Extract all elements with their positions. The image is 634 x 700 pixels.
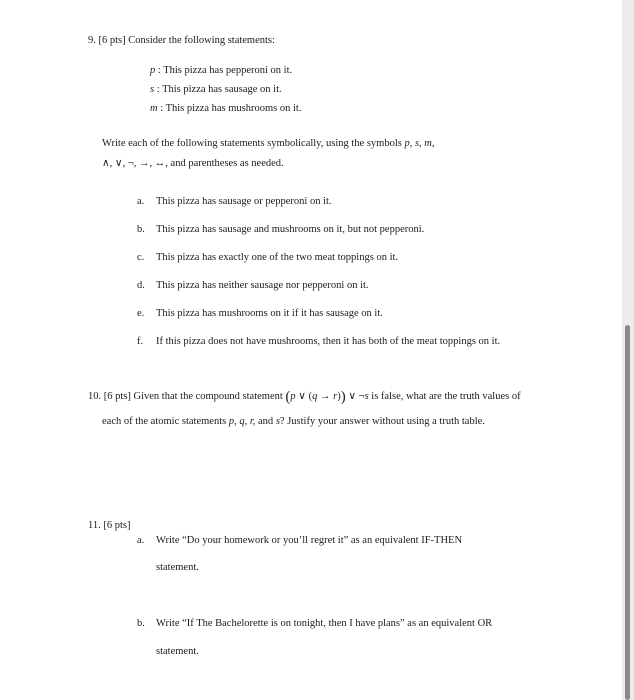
q9-item-a-text: This pizza has sausage or pepperoni on it. — [156, 196, 332, 207]
formula-s: s — [364, 391, 369, 402]
q9-header: 9. [6 pts] Consider the following statements: — [88, 35, 275, 46]
formula-q: q — [312, 391, 318, 402]
q10-line2-start: each of the atomic statements — [102, 416, 229, 427]
formula-r: r — [333, 391, 338, 402]
q9-def-p — [150, 64, 292, 77]
formula-arrow: → — [317, 391, 334, 402]
q11-header: 11. [6 pts] — [88, 520, 131, 531]
var-m: m — [150, 103, 158, 114]
inner-paren-open: ( — [308, 391, 313, 402]
q10-line2 — [102, 415, 485, 428]
formula-or-not: ∨ ¬ — [345, 391, 365, 402]
q10-line2-end: ? Justify your answer without using a truth table. — [279, 416, 485, 427]
q11-b-label: b. — [137, 618, 145, 629]
def-p-text: : This pizza has pepperoni on it. — [155, 65, 293, 76]
var-p: p — [150, 65, 156, 76]
paren-open: ( — [285, 389, 291, 405]
q9-item-b-text: This pizza has sausage and mushrooms on it, but not pepperoni. — [156, 224, 425, 235]
q9-item-e-text: This pizza has mushrooms on it if it has sausage on it. — [156, 308, 383, 319]
var-s: s — [150, 84, 155, 95]
q11-b-cont: statement. — [156, 646, 199, 657]
q10-intro: 10. [6 pts] Given that the compound statement — [88, 391, 286, 402]
scrollbar-thumb[interactable] — [625, 325, 630, 700]
inner-paren-close: ) — [337, 391, 341, 402]
q9-def-s — [150, 83, 282, 96]
q9-instruction-line1 — [102, 137, 435, 150]
q10-vars: p, q, r, — [228, 416, 256, 427]
q10-line1 — [88, 390, 521, 404]
q10-var-s: s — [275, 416, 280, 427]
q10-intro-end: is false, what are the truth values of — [368, 391, 521, 402]
q9-item-e-label: e. — [137, 308, 145, 319]
q9-def-m — [150, 102, 301, 115]
q9-item-c-label: c. — [137, 252, 145, 263]
q9-item-d-text: This pizza has neither sausage nor pepperoni on it. — [156, 280, 369, 291]
q9-instruction-line2: ∧, ∨, ¬, →, ↔, and parentheses as needed. — [102, 158, 284, 169]
q11-b-text: Write “If The Bachelorette is on tonight, then I have plans” as an equivalent OR — [156, 618, 493, 629]
def-m-text: : This pizza has mushrooms on it. — [157, 103, 302, 114]
formula-or: ∨ — [295, 391, 309, 402]
q9-item-f-label: f. — [137, 336, 144, 347]
q9-item-b-label: b. — [137, 224, 145, 235]
q11-a-label: a. — [137, 535, 145, 546]
paren-close: ) — [340, 389, 346, 405]
def-s-text: : This pizza has sausage on it. — [154, 84, 282, 95]
instr-text: Write each of the following statements symbolically, using the symbols — [102, 138, 405, 149]
q9-item-a-label: a. — [137, 196, 145, 207]
q11-a-text: Write “Do your homework or you’ll regret it” as an equivalent IF-THEN — [156, 535, 463, 546]
q9-item-d-label: d. — [137, 280, 145, 291]
formula-p: p — [290, 391, 296, 402]
compound-statement — [285, 389, 369, 405]
q9-item-c-text: This pizza has exactly one of the two meat toppings on it. — [156, 252, 399, 263]
q11-a-cont: statement. — [156, 562, 199, 573]
q9-item-f-text: If this pizza does not have mushrooms, then it has both of the meat toppings on it. — [156, 336, 501, 347]
instr-vars: p, s, m, — [404, 138, 435, 149]
q10-and: and — [255, 416, 276, 427]
